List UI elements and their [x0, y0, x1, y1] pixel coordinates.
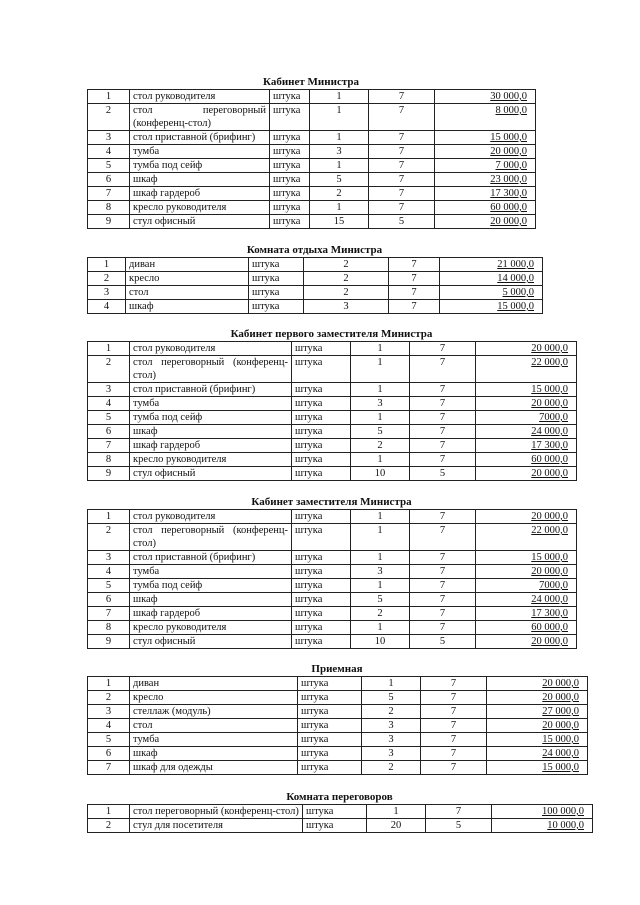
- unit-cell: штука: [292, 635, 351, 649]
- section-title: Комната отдыха Министра: [246, 244, 383, 256]
- row-number-cell: 2: [88, 819, 130, 833]
- item-name-cell: шкаф гардероб: [130, 439, 292, 453]
- item-name-cell: тумба под сейф: [130, 411, 292, 425]
- service-years-cell: 7: [421, 719, 487, 733]
- price-cell: 15 000,0: [487, 733, 588, 747]
- quantity-cell: 1: [367, 805, 426, 819]
- item-name-cell: шкаф гардероб: [130, 187, 270, 201]
- row-number-cell: 5: [88, 579, 130, 593]
- unit-cell: штука: [270, 187, 310, 201]
- price-cell: 17 300,0: [476, 607, 577, 621]
- quantity-cell: 5: [310, 173, 369, 187]
- unit-cell: штука: [298, 733, 362, 747]
- table-row: [88, 356, 577, 383]
- unit-cell: штука: [292, 551, 351, 565]
- row-number-cell: 7: [88, 187, 130, 201]
- table-row: [88, 425, 577, 439]
- furniture-table: [87, 257, 543, 314]
- unit-cell: штука: [292, 467, 351, 481]
- unit-cell: штука: [298, 761, 362, 775]
- section-title: Приемная: [311, 663, 363, 675]
- table-row: [88, 411, 577, 425]
- price-cell: 15 000,0: [476, 383, 577, 397]
- row-number-cell: 5: [88, 159, 130, 173]
- quantity-cell: 1: [351, 621, 410, 635]
- price-cell: 20 000,0: [476, 397, 577, 411]
- price-cell: 17 300,0: [476, 439, 577, 453]
- row-number-cell: 2: [88, 356, 130, 383]
- item-name-cell: тумба под сейф: [130, 159, 270, 173]
- table-row: [88, 691, 588, 705]
- price-cell: 20 000,0: [435, 145, 536, 159]
- row-number-cell: 2: [88, 272, 126, 286]
- section-1: [87, 76, 536, 229]
- quantity-cell: 3: [362, 747, 421, 761]
- price-cell: 14 000,0: [440, 272, 543, 286]
- row-number-cell: 8: [88, 621, 130, 635]
- price-cell: 22 000,0: [476, 356, 577, 383]
- table-row: [88, 258, 543, 272]
- quantity-cell: 3: [362, 719, 421, 733]
- quantity-cell: 2: [351, 607, 410, 621]
- item-name-cell: стеллаж (модуль): [130, 705, 298, 719]
- item-name-cell: стол руководителя: [130, 342, 292, 356]
- table-row: [88, 747, 588, 761]
- section-title: Комната переговоров: [286, 791, 393, 803]
- section-4: [87, 496, 577, 649]
- service-years-cell: 7: [410, 524, 476, 551]
- item-name-cell: стол переговорный (конференц-стол): [130, 104, 270, 131]
- section-title: Кабинет первого заместителя Министра: [230, 328, 433, 340]
- unit-cell: штука: [270, 159, 310, 173]
- service-years-cell: 5: [369, 215, 435, 229]
- row-number-cell: 8: [88, 453, 130, 467]
- table-row: [88, 635, 577, 649]
- price-cell: 10 000,0: [492, 819, 593, 833]
- service-years-cell: 7: [410, 593, 476, 607]
- service-years-cell: 7: [426, 805, 492, 819]
- service-years-cell: 5: [410, 635, 476, 649]
- service-years-cell: 5: [426, 819, 492, 833]
- price-cell: 27 000,0: [487, 705, 588, 719]
- table-row: [88, 215, 536, 229]
- row-number-cell: 9: [88, 215, 130, 229]
- unit-cell: штука: [303, 805, 367, 819]
- item-name-cell: шкаф: [130, 425, 292, 439]
- quantity-cell: 3: [362, 733, 421, 747]
- row-number-cell: 6: [88, 747, 130, 761]
- unit-cell: штука: [292, 510, 351, 524]
- quantity-cell: 1: [310, 201, 369, 215]
- service-years-cell: 7: [410, 397, 476, 411]
- price-cell: 21 000,0: [440, 258, 543, 272]
- section-5: [87, 663, 588, 775]
- unit-cell: штука: [292, 579, 351, 593]
- item-name-cell: шкаф: [130, 173, 270, 187]
- service-years-cell: 7: [421, 691, 487, 705]
- item-name-cell: кресло руководителя: [130, 621, 292, 635]
- row-number-cell: 2: [88, 691, 130, 705]
- unit-cell: штука: [292, 607, 351, 621]
- service-years-cell: 7: [410, 383, 476, 397]
- service-years-cell: 5: [410, 467, 476, 481]
- furniture-table: [87, 509, 577, 649]
- service-years-cell: 7: [369, 131, 435, 145]
- quantity-cell: 3: [351, 565, 410, 579]
- price-cell: 20 000,0: [476, 467, 577, 481]
- unit-cell: штука: [298, 719, 362, 733]
- price-cell: 20 000,0: [487, 719, 588, 733]
- unit-cell: штука: [298, 691, 362, 705]
- section-title: Кабинет заместителя Министра: [251, 496, 412, 508]
- quantity-cell: 10: [351, 635, 410, 649]
- section-3: [87, 328, 577, 481]
- quantity-cell: 1: [310, 104, 369, 131]
- quantity-cell: 10: [351, 467, 410, 481]
- quantity-cell: 15: [310, 215, 369, 229]
- row-number-cell: 4: [88, 145, 130, 159]
- unit-cell: штука: [292, 397, 351, 411]
- row-number-cell: 4: [88, 300, 126, 314]
- item-name-cell: шкаф гардероб: [130, 607, 292, 621]
- row-number-cell: 9: [88, 635, 130, 649]
- item-name-cell: тумба: [130, 733, 298, 747]
- unit-cell: штука: [292, 565, 351, 579]
- price-cell: 20 000,0: [476, 342, 577, 356]
- unit-cell: штука: [298, 677, 362, 691]
- price-cell: 7000,0: [476, 411, 577, 425]
- quantity-cell: 1: [310, 131, 369, 145]
- service-years-cell: 7: [410, 510, 476, 524]
- table-row: [88, 286, 543, 300]
- table-row: [88, 173, 536, 187]
- quantity-cell: 1: [351, 524, 410, 551]
- quantity-cell: 2: [362, 705, 421, 719]
- table-row: [88, 342, 577, 356]
- quantity-cell: 2: [304, 272, 389, 286]
- item-name-cell: диван: [126, 258, 249, 272]
- table-row: [88, 90, 536, 104]
- quantity-cell: 1: [351, 551, 410, 565]
- price-cell: 22 000,0: [476, 524, 577, 551]
- item-name-cell: стул офисный: [130, 467, 292, 481]
- price-cell: 17 300,0: [435, 187, 536, 201]
- row-number-cell: 7: [88, 607, 130, 621]
- table-row: [88, 159, 536, 173]
- price-cell: 60 000,0: [476, 453, 577, 467]
- item-name-cell: кресло руководителя: [130, 453, 292, 467]
- unit-cell: штука: [298, 705, 362, 719]
- table-row: [88, 579, 577, 593]
- unit-cell: штука: [292, 411, 351, 425]
- service-years-cell: 7: [369, 159, 435, 173]
- quantity-cell: 2: [304, 286, 389, 300]
- row-number-cell: 3: [88, 131, 130, 145]
- row-number-cell: 9: [88, 467, 130, 481]
- service-years-cell: 7: [369, 90, 435, 104]
- table-row: [88, 677, 588, 691]
- unit-cell: штука: [270, 173, 310, 187]
- quantity-cell: 2: [362, 761, 421, 775]
- item-name-cell: шкаф: [126, 300, 249, 314]
- unit-cell: штука: [292, 425, 351, 439]
- price-cell: 60 000,0: [435, 201, 536, 215]
- table-row: [88, 439, 577, 453]
- unit-cell: штука: [270, 145, 310, 159]
- furniture-table: [87, 804, 593, 833]
- service-years-cell: 7: [369, 201, 435, 215]
- row-number-cell: 3: [88, 551, 130, 565]
- table-row: [88, 551, 577, 565]
- item-name-cell: шкаф: [130, 593, 292, 607]
- quantity-cell: 1: [351, 342, 410, 356]
- quantity-cell: 1: [351, 579, 410, 593]
- service-years-cell: 7: [410, 411, 476, 425]
- unit-cell: штука: [270, 90, 310, 104]
- service-years-cell: 7: [410, 565, 476, 579]
- quantity-cell: 2: [304, 258, 389, 272]
- price-cell: 5 000,0: [440, 286, 543, 300]
- furniture-table: [87, 676, 588, 775]
- item-name-cell: кресло руководителя: [130, 201, 270, 215]
- price-cell: 8 000,0: [435, 104, 536, 131]
- unit-cell: штука: [292, 593, 351, 607]
- unit-cell: штука: [249, 286, 304, 300]
- item-name-cell: стул офисный: [130, 215, 270, 229]
- table-row: [88, 510, 577, 524]
- quantity-cell: 5: [351, 425, 410, 439]
- row-number-cell: 4: [88, 719, 130, 733]
- service-years-cell: 7: [369, 104, 435, 131]
- table-row: [88, 104, 536, 131]
- table-row: [88, 819, 593, 833]
- table-row: [88, 397, 577, 411]
- service-years-cell: 7: [369, 145, 435, 159]
- furniture-table: [87, 89, 536, 229]
- row-number-cell: 1: [88, 510, 130, 524]
- quantity-cell: 1: [310, 159, 369, 173]
- quantity-cell: 1: [351, 356, 410, 383]
- price-cell: 15 000,0: [487, 761, 588, 775]
- unit-cell: штука: [270, 104, 310, 131]
- unit-cell: штука: [249, 300, 304, 314]
- table-row: [88, 805, 593, 819]
- table-row: [88, 607, 577, 621]
- table-row: [88, 453, 577, 467]
- table-row: [88, 593, 577, 607]
- unit-cell: штука: [292, 383, 351, 397]
- row-number-cell: 6: [88, 593, 130, 607]
- service-years-cell: 7: [421, 733, 487, 747]
- service-years-cell: 7: [389, 272, 440, 286]
- quantity-cell: 1: [362, 677, 421, 691]
- service-years-cell: 7: [410, 439, 476, 453]
- quantity-cell: 3: [310, 145, 369, 159]
- price-cell: 15 000,0: [476, 551, 577, 565]
- item-name-cell: стол руководителя: [130, 90, 270, 104]
- service-years-cell: 7: [421, 705, 487, 719]
- item-name-cell: диван: [130, 677, 298, 691]
- item-name-cell: шкаф: [130, 747, 298, 761]
- table-row: [88, 621, 577, 635]
- row-number-cell: 1: [88, 677, 130, 691]
- table-row: [88, 187, 536, 201]
- item-name-cell: стол переговорный (конференц-стол): [130, 805, 303, 819]
- service-years-cell: 7: [410, 607, 476, 621]
- table-row: [88, 524, 577, 551]
- unit-cell: штука: [292, 453, 351, 467]
- quantity-cell: 5: [362, 691, 421, 705]
- price-cell: 7000,0: [476, 579, 577, 593]
- unit-cell: штука: [292, 524, 351, 551]
- price-cell: 100 000,0: [492, 805, 593, 819]
- row-number-cell: 2: [88, 524, 130, 551]
- table-row: [88, 383, 577, 397]
- row-number-cell: 2: [88, 104, 130, 131]
- table-row: [88, 705, 588, 719]
- service-years-cell: 7: [410, 356, 476, 383]
- price-cell: 24 000,0: [476, 425, 577, 439]
- item-name-cell: тумба: [130, 397, 292, 411]
- row-number-cell: 1: [88, 342, 130, 356]
- service-years-cell: 7: [421, 761, 487, 775]
- row-number-cell: 5: [88, 411, 130, 425]
- unit-cell: штука: [270, 215, 310, 229]
- quantity-cell: 1: [351, 383, 410, 397]
- row-number-cell: 3: [88, 383, 130, 397]
- row-number-cell: 7: [88, 761, 130, 775]
- table-row: [88, 201, 536, 215]
- quantity-cell: 1: [310, 90, 369, 104]
- row-number-cell: 1: [88, 805, 130, 819]
- price-cell: 30 000,0: [435, 90, 536, 104]
- item-name-cell: стол: [126, 286, 249, 300]
- quantity-cell: 2: [310, 187, 369, 201]
- quantity-cell: 1: [351, 510, 410, 524]
- item-name-cell: кресло: [130, 691, 298, 705]
- unit-cell: штука: [292, 439, 351, 453]
- unit-cell: штука: [298, 747, 362, 761]
- service-years-cell: 7: [410, 425, 476, 439]
- price-cell: 20 000,0: [487, 677, 588, 691]
- price-cell: 23 000,0: [435, 173, 536, 187]
- unit-cell: штука: [292, 356, 351, 383]
- price-cell: 60 000,0: [476, 621, 577, 635]
- price-cell: 24 000,0: [476, 593, 577, 607]
- service-years-cell: 7: [410, 551, 476, 565]
- quantity-cell: 5: [351, 593, 410, 607]
- price-cell: 20 000,0: [476, 635, 577, 649]
- item-name-cell: стул для посетителя: [130, 819, 303, 833]
- price-cell: 7 000,0: [435, 159, 536, 173]
- price-cell: 15 000,0: [440, 300, 543, 314]
- item-name-cell: шкаф для одежды: [130, 761, 298, 775]
- row-number-cell: 4: [88, 397, 130, 411]
- quantity-cell: 3: [351, 397, 410, 411]
- price-cell: 20 000,0: [476, 565, 577, 579]
- service-years-cell: 7: [421, 677, 487, 691]
- item-name-cell: тумба: [130, 565, 292, 579]
- section-title: Кабинет Министра: [263, 76, 359, 88]
- unit-cell: штука: [303, 819, 367, 833]
- service-years-cell: 7: [369, 187, 435, 201]
- service-years-cell: 7: [410, 342, 476, 356]
- quantity-cell: 3: [304, 300, 389, 314]
- row-number-cell: 3: [88, 286, 126, 300]
- service-years-cell: 7: [369, 173, 435, 187]
- item-name-cell: стол приставной (брифинг): [130, 383, 292, 397]
- row-number-cell: 8: [88, 201, 130, 215]
- price-cell: 20 000,0: [487, 691, 588, 705]
- quantity-cell: 1: [351, 453, 410, 467]
- service-years-cell: 7: [421, 747, 487, 761]
- item-name-cell: стол приставной (брифинг): [130, 131, 270, 145]
- service-years-cell: 7: [410, 453, 476, 467]
- table-row: [88, 565, 577, 579]
- item-name-cell: тумба под сейф: [130, 579, 292, 593]
- table-row: [88, 467, 577, 481]
- item-name-cell: стол переговорный (конференц-стол): [130, 356, 292, 383]
- quantity-cell: 2: [351, 439, 410, 453]
- row-number-cell: 6: [88, 425, 130, 439]
- price-cell: 20 000,0: [435, 215, 536, 229]
- unit-cell: штука: [249, 258, 304, 272]
- quantity-cell: 1: [351, 411, 410, 425]
- section-2: [87, 244, 543, 314]
- price-cell: 24 000,0: [487, 747, 588, 761]
- row-number-cell: 5: [88, 733, 130, 747]
- price-cell: 20 000,0: [476, 510, 577, 524]
- item-name-cell: тумба: [130, 145, 270, 159]
- unit-cell: штука: [292, 621, 351, 635]
- table-row: [88, 131, 536, 145]
- item-name-cell: стол руководителя: [130, 510, 292, 524]
- service-years-cell: 7: [410, 579, 476, 593]
- service-years-cell: 7: [389, 300, 440, 314]
- table-row: [88, 719, 588, 733]
- row-number-cell: 1: [88, 258, 126, 272]
- unit-cell: штука: [270, 131, 310, 145]
- table-row: [88, 300, 543, 314]
- table-row: [88, 733, 588, 747]
- item-name-cell: стул офисный: [130, 635, 292, 649]
- price-cell: 15 000,0: [435, 131, 536, 145]
- table-row: [88, 145, 536, 159]
- unit-cell: штука: [270, 201, 310, 215]
- row-number-cell: 6: [88, 173, 130, 187]
- row-number-cell: 3: [88, 705, 130, 719]
- row-number-cell: 1: [88, 90, 130, 104]
- row-number-cell: 4: [88, 565, 130, 579]
- quantity-cell: 20: [367, 819, 426, 833]
- unit-cell: штука: [292, 342, 351, 356]
- service-years-cell: 7: [389, 258, 440, 272]
- item-name-cell: стол переговорный (конференц-стол): [130, 524, 292, 551]
- item-name-cell: стол приставной (брифинг): [130, 551, 292, 565]
- service-years-cell: 7: [389, 286, 440, 300]
- item-name-cell: стол: [130, 719, 298, 733]
- section-6: [87, 791, 593, 833]
- row-number-cell: 7: [88, 439, 130, 453]
- unit-cell: штука: [249, 272, 304, 286]
- furniture-table: [87, 341, 577, 481]
- table-row: [88, 761, 588, 775]
- item-name-cell: кресло: [126, 272, 249, 286]
- service-years-cell: 7: [410, 621, 476, 635]
- table-row: [88, 272, 543, 286]
